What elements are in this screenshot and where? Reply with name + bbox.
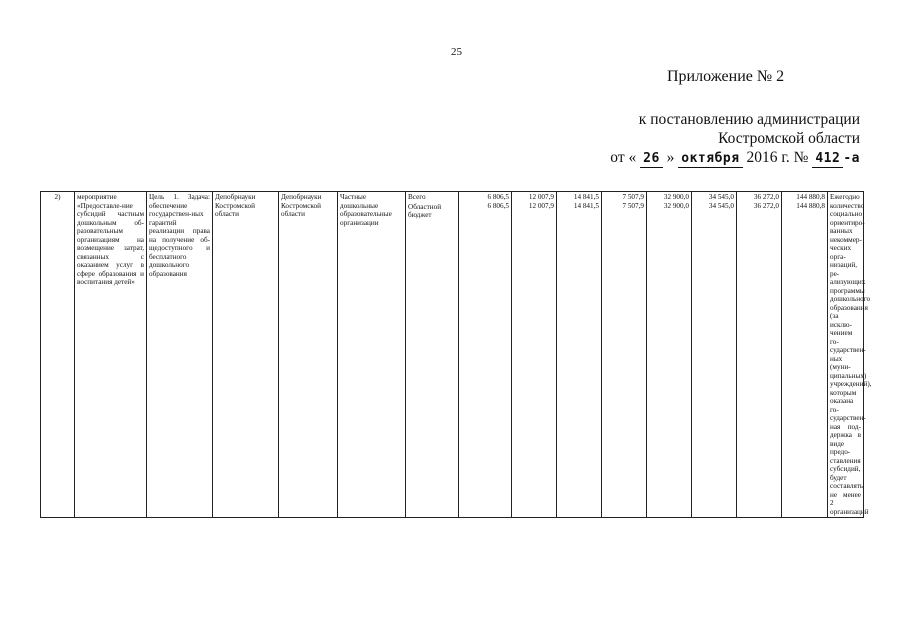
value-total: 36 272,0 (753, 193, 779, 201)
measure-cell: мероприятие «Предоставле-ние субсидий частным дошкольным об-разовательным организациям на возмещение затрат, связанных с оказанием услуг в сфере образования и воспитания детей» (75, 192, 147, 518)
value-regional: 14 841,5 (573, 201, 599, 210)
table-row (41, 192, 864, 518)
sources-cell (406, 192, 459, 518)
value-regional: 144 880,8 (796, 201, 825, 210)
resolution-number: 412 (812, 151, 843, 168)
resolution-suffix: -а (843, 151, 860, 166)
value-total: 32 900,0 (663, 193, 689, 201)
goal-cell: Цель 1. Задача: обеспечение государствен-ных гарантий реализации права на получение об-щедоступного и бесплатного дошкольного образования (147, 192, 213, 518)
page-number: 25 (451, 46, 462, 58)
recipient-cell: Депобрнауки Костромской области (279, 192, 338, 518)
date-mid: » (666, 149, 675, 166)
source-regional: Областной бюджет (408, 202, 442, 219)
value-regional: 12 007,9 (528, 201, 554, 210)
value-regional: 36 272,0 (753, 201, 779, 210)
value-cell (459, 192, 512, 518)
value-total: 34 545,0 (708, 193, 734, 201)
executor-cell: Депобрнауки Костромской области (213, 192, 279, 518)
program-table (40, 191, 872, 518)
resolution-block (530, 110, 860, 168)
date-prefix: от « (610, 149, 637, 166)
value-cell (737, 192, 782, 518)
value-cell (692, 192, 737, 518)
value-total: 14 841,5 (573, 193, 599, 201)
date-day: 26 (640, 151, 663, 168)
value-total: 12 007,9 (528, 193, 554, 201)
row-index: 2) (41, 192, 75, 518)
value-regional: 6 806,5 (487, 201, 509, 210)
value-cell (647, 192, 692, 518)
resolution-date-line (530, 148, 860, 168)
result-cell: Ежегодно количество социально ориентиро-ванных некоммер-ческих орга-низаций, ре-ализующих программы дошкольного образования (за исклю-чением го-сударствен-ных (муни-ципальных) учреждений), которым оказана го-сударствен-ная под-держка в виде предо-ставления субсидий, будет составлять не менее 2 организаций (828, 192, 864, 518)
appendix-title: Приложение № 2 (667, 68, 785, 85)
value-cell-total (782, 192, 828, 518)
date-year: 2016 г. № (746, 149, 809, 166)
participants-cell: Частные дошкольные образовательные организации (338, 192, 406, 518)
value-cell (602, 192, 647, 518)
resolution-line-1: к постановлению администрации (638, 111, 860, 128)
value-total: 7 507,9 (622, 193, 644, 201)
source-total: Всего (408, 193, 426, 201)
value-regional: 32 900,0 (663, 201, 689, 210)
value-regional: 7 507,9 (622, 201, 644, 210)
value-cell (557, 192, 602, 518)
resolution-line-2: Костромской области (718, 130, 860, 147)
value-total: 144 880,8 (796, 193, 825, 201)
value-regional: 34 545,0 (708, 201, 734, 210)
value-cell (512, 192, 557, 518)
value-total: 6 806,5 (487, 193, 509, 201)
date-month: октября (678, 151, 742, 168)
